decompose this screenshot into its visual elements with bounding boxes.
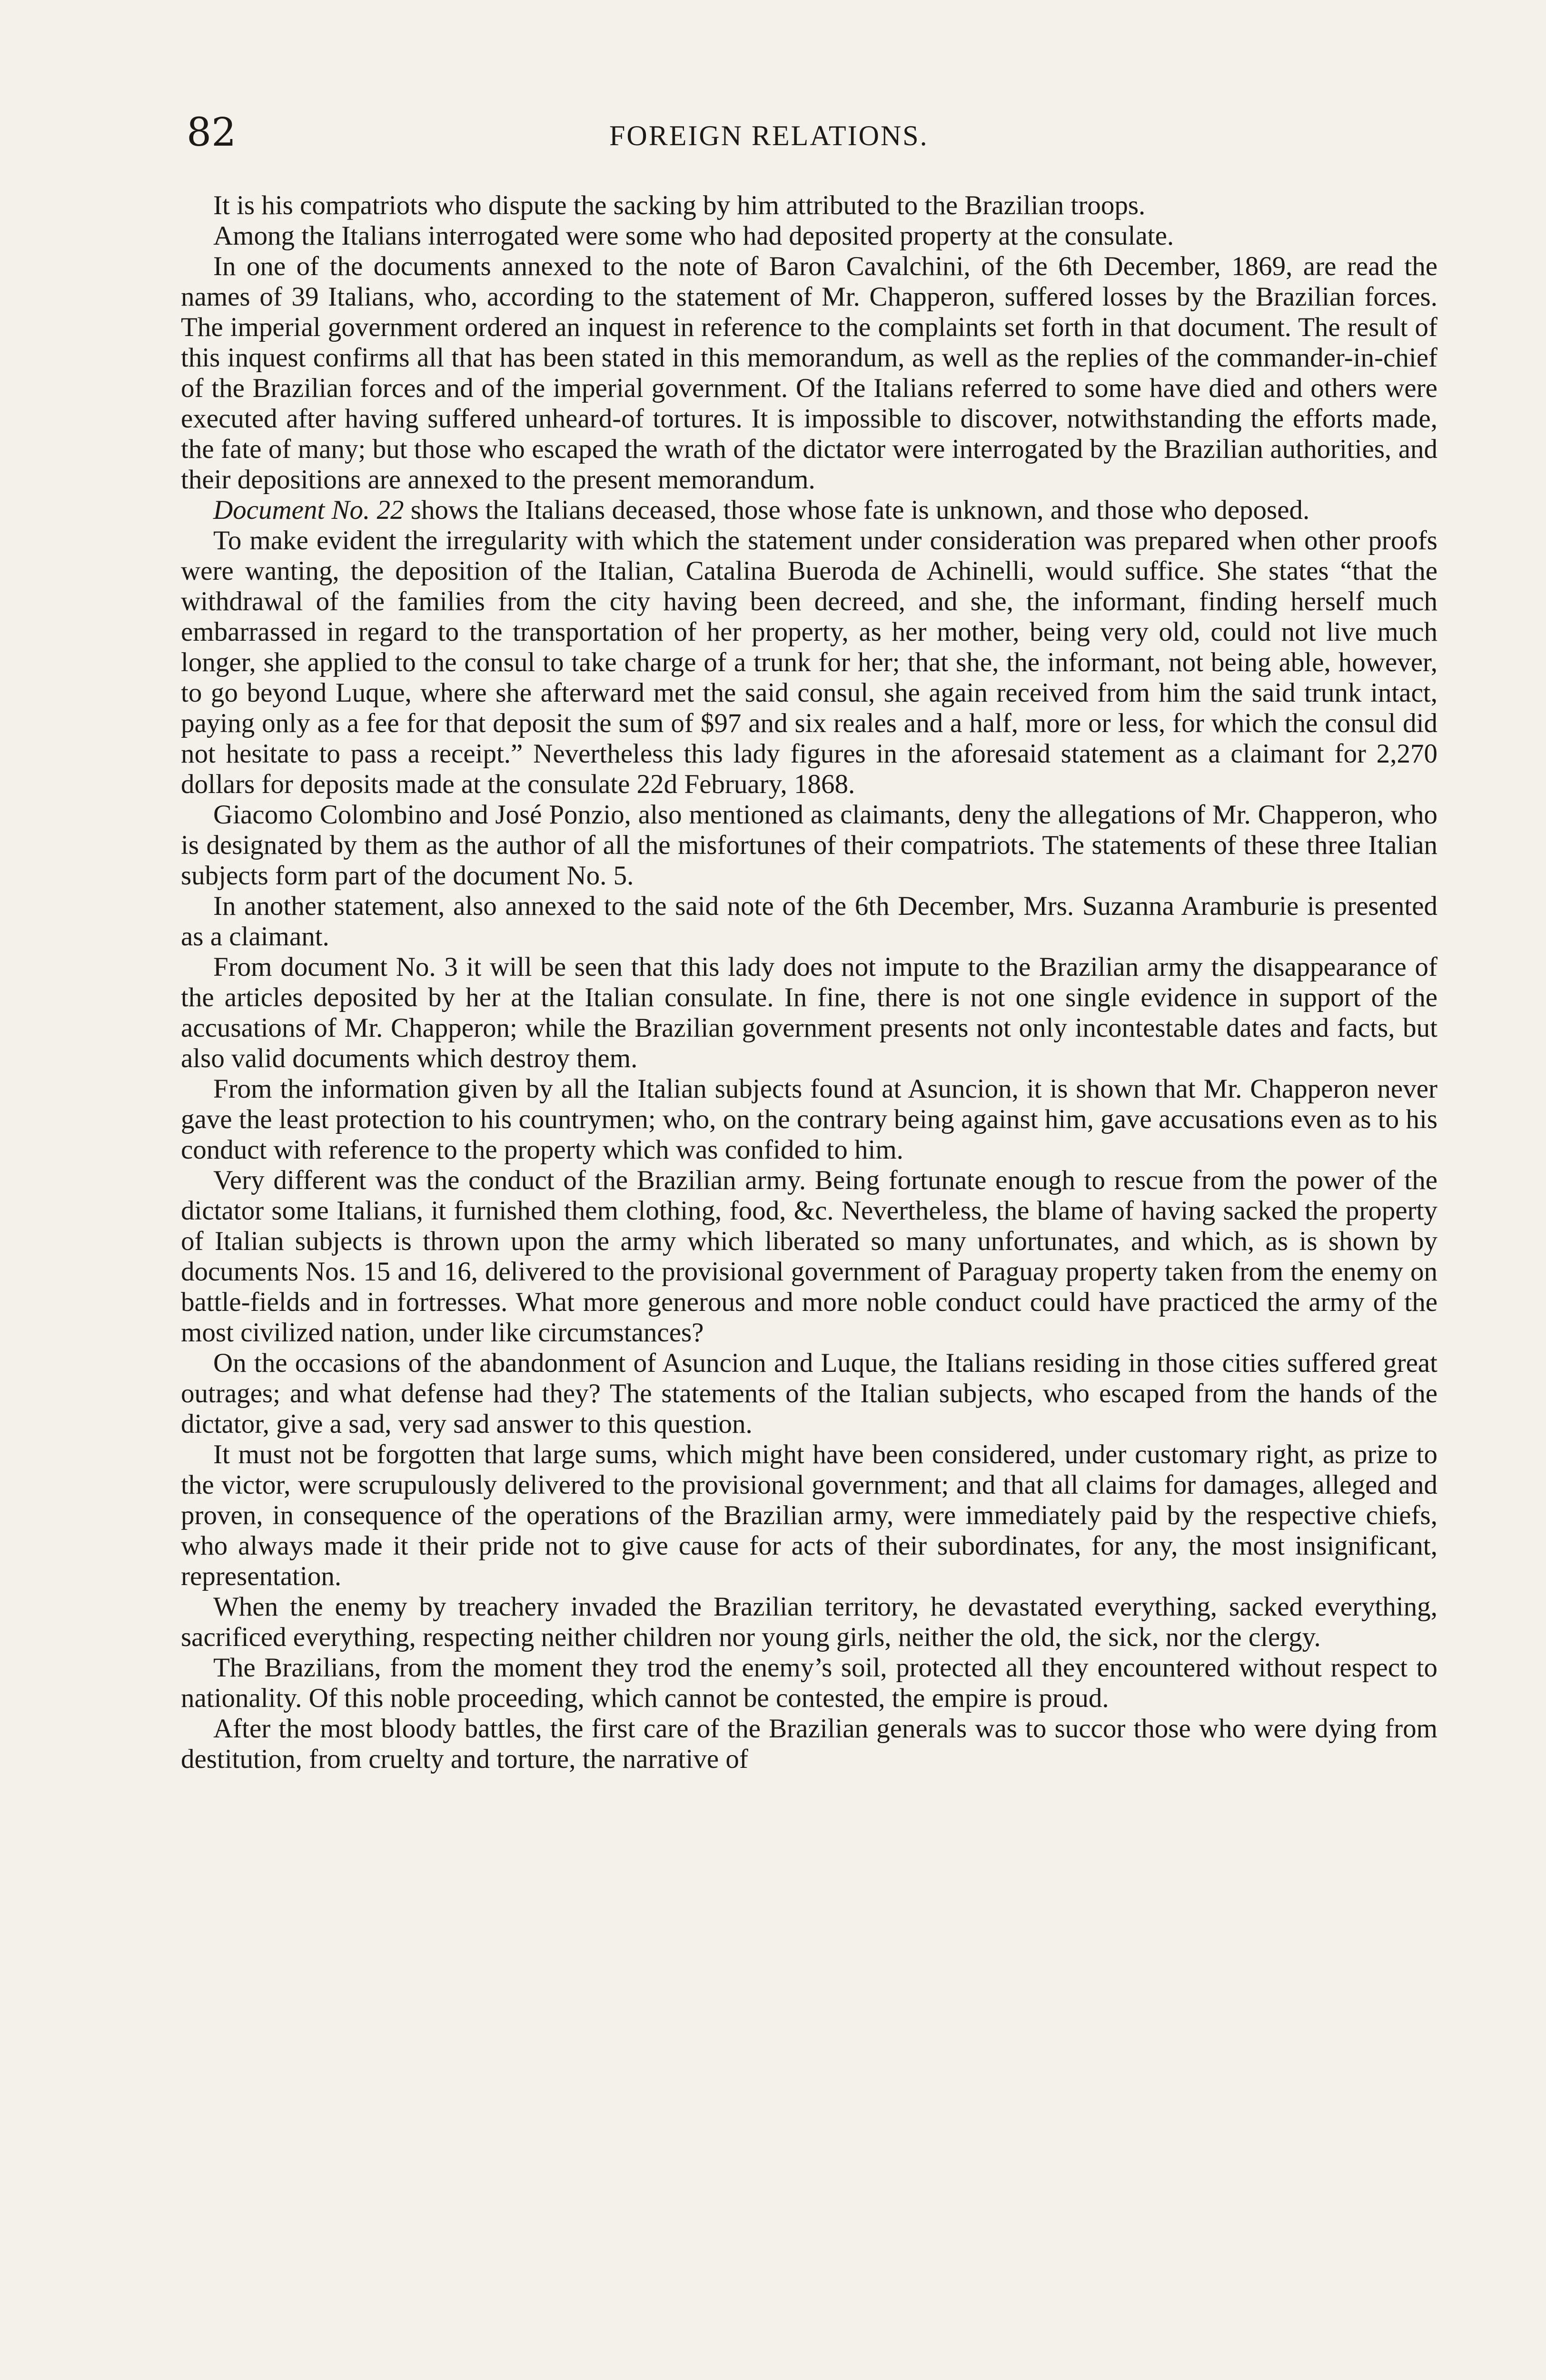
page-number: 82 [187,110,237,155]
paragraph: To make evident the irregularity with which the statement under consideration was prepared when other proofs were wanting, the deposition of the Italian, Catalina Bueroda de Achinelli, would suffice. She states “that the withdrawal of the families from the city having been decreed, and she, the informant, finding herself much embarrassed in regard to the transportation of her property, as her mother, being very old, could not live much longer, she applied to the consul to take charge of a trunk for her; that she, the informant, not being able, however, to go beyond Luque, where she afterward met the said consul, she again received from him the said trunk intact, paying only as a fee for that deposit the sum of $97 and six reales and a half, more or less, for which the consul did not hesitate to pass a receipt.” Nevertheless this lady figures in the aforesaid statement as a claimant for 2,270 dollars for deposits made at the consulate 22d February, 1868. [181,526,1437,799]
paragraph: From the information given by all the Italian subjects found at Asuncion, it is shown that Mr. Chapperon never gave the least protection to his countrymen; who, on the contrary being against him, gave accusations even as to his conduct with reference to the property which was confided to him. [181,1074,1437,1165]
paragraph: On the occasions of the abandonment of Asuncion and Luque, the Italians residing in those cities suffered great outrages; and what defense had they? The statements of the Italian subjects, who escaped from the hands of the dictator, give a sad, very sad answer to this question. [181,1348,1437,1439]
paragraph: From document No. 3 it will be seen that this lady does not impute to the Brazilian army the disappearance of the articles deposited by her at the Italian consulate. In fine, there is not one single evidence in support of the accusations of Mr. Chapperon; while the Brazilian government presents not only incontestable dates and facts, but also valid documents which destroy them. [181,952,1437,1073]
paragraph: When the enemy by treachery invaded the Brazilian territory, he devastated everything, sacked everything, sacrificed everything, respecting neither children nor young girls, neither the old, the sick, nor the clergy. [181,1592,1437,1652]
paragraph: It is his compatriots who dispute the sacking by him attributed to the Brazilian troops. [213,190,1146,220]
paragraph: After the most bloody battles, the first care of the Brazilian generals was to succor those who were dying from destitution, from cruelty and torture, the narrative of [181,1714,1437,1774]
paragraph: Giacomo Colombino and José Ponzio, also mentioned as claimants, deny the allegations of Mr. Chapperon, who is designated by them as the author of all the misfortunes of their compatriots. The statements of these three Italian subjects form part of the document No. 5. [181,800,1437,891]
running-head: FOREIGN RELATIONS. [609,120,929,151]
paragraph: Among the Italians interrogated were some who had deposited property at the consulate. [213,221,1174,251]
paragraph: In one of the documents annexed to the note of Baron Cavalchini, of the 6th December, 1869, are read the names of 39 Italians, who, according to the statement of Mr. Chapperon, suffered losses by the Brazilian forces. The imperial government ordered an inquest in reference to the complaints set forth in that document. The result of this inquest confirms all that has been stated in this memorandum, as well as the replies of the commander-in-chief of the Brazilian forces and of the imperial government. Of the Italians referred to some have died and others were executed after having suffered unheard-of tortures. It is impossible to discover, notwithstanding the efforts made, the fate of many; but those who escaped the wrath of the dictator were interrogated by the Brazilian authorities, and their depositions are annexed to the present memorandum. [181,251,1437,495]
paragraph-text: shows the Italians deceased, those whose fate is unknown, and those who deposed. [410,495,1310,525]
body-text [181,190,1437,1775]
paragraph: The Brazilians, from the moment they trod the enemy’s soil, protected all they encountered without respect to nationality. Of this noble proceeding, which cannot be contested, the empire is proud. [181,1653,1437,1713]
paragraph [181,495,1437,526]
paragraph: It must not be forgotten that large sums, which might have been considered, under customary right, as prize to the victor, were scrupulously delivered to the provisional government; and that all claims for damages, alleged and proven, in consequence of the operations of the Brazilian army, were immediately paid by the respective chiefs, who always made it their pride not to give cause for acts of their subordinates, for any, the most insignificant, representation. [181,1439,1437,1591]
paragraph: Very different was the conduct of the Brazilian army. Being fortunate enough to rescue from the power of the dictator some Italians, it furnished them clothing, food, &c. Nevertheless, the blame of having sacked the property of Italian subjects is thrown upon the army which liberated so many unfortunates, and which, as is shown by documents Nos. 15 and 16, delivered to the provisional government of Paraguay property taken from the enemy on battle-fields and in fortresses. What more generous and more noble conduct could have practiced the army of the most civilized nation, under like circumstances? [181,1165,1437,1348]
document-reference: Document No. 22 [213,495,404,525]
paragraph: In another statement, also annexed to the said note of the 6th December, Mrs. Suzanna Aramburie is presented as a claimant. [181,891,1437,952]
